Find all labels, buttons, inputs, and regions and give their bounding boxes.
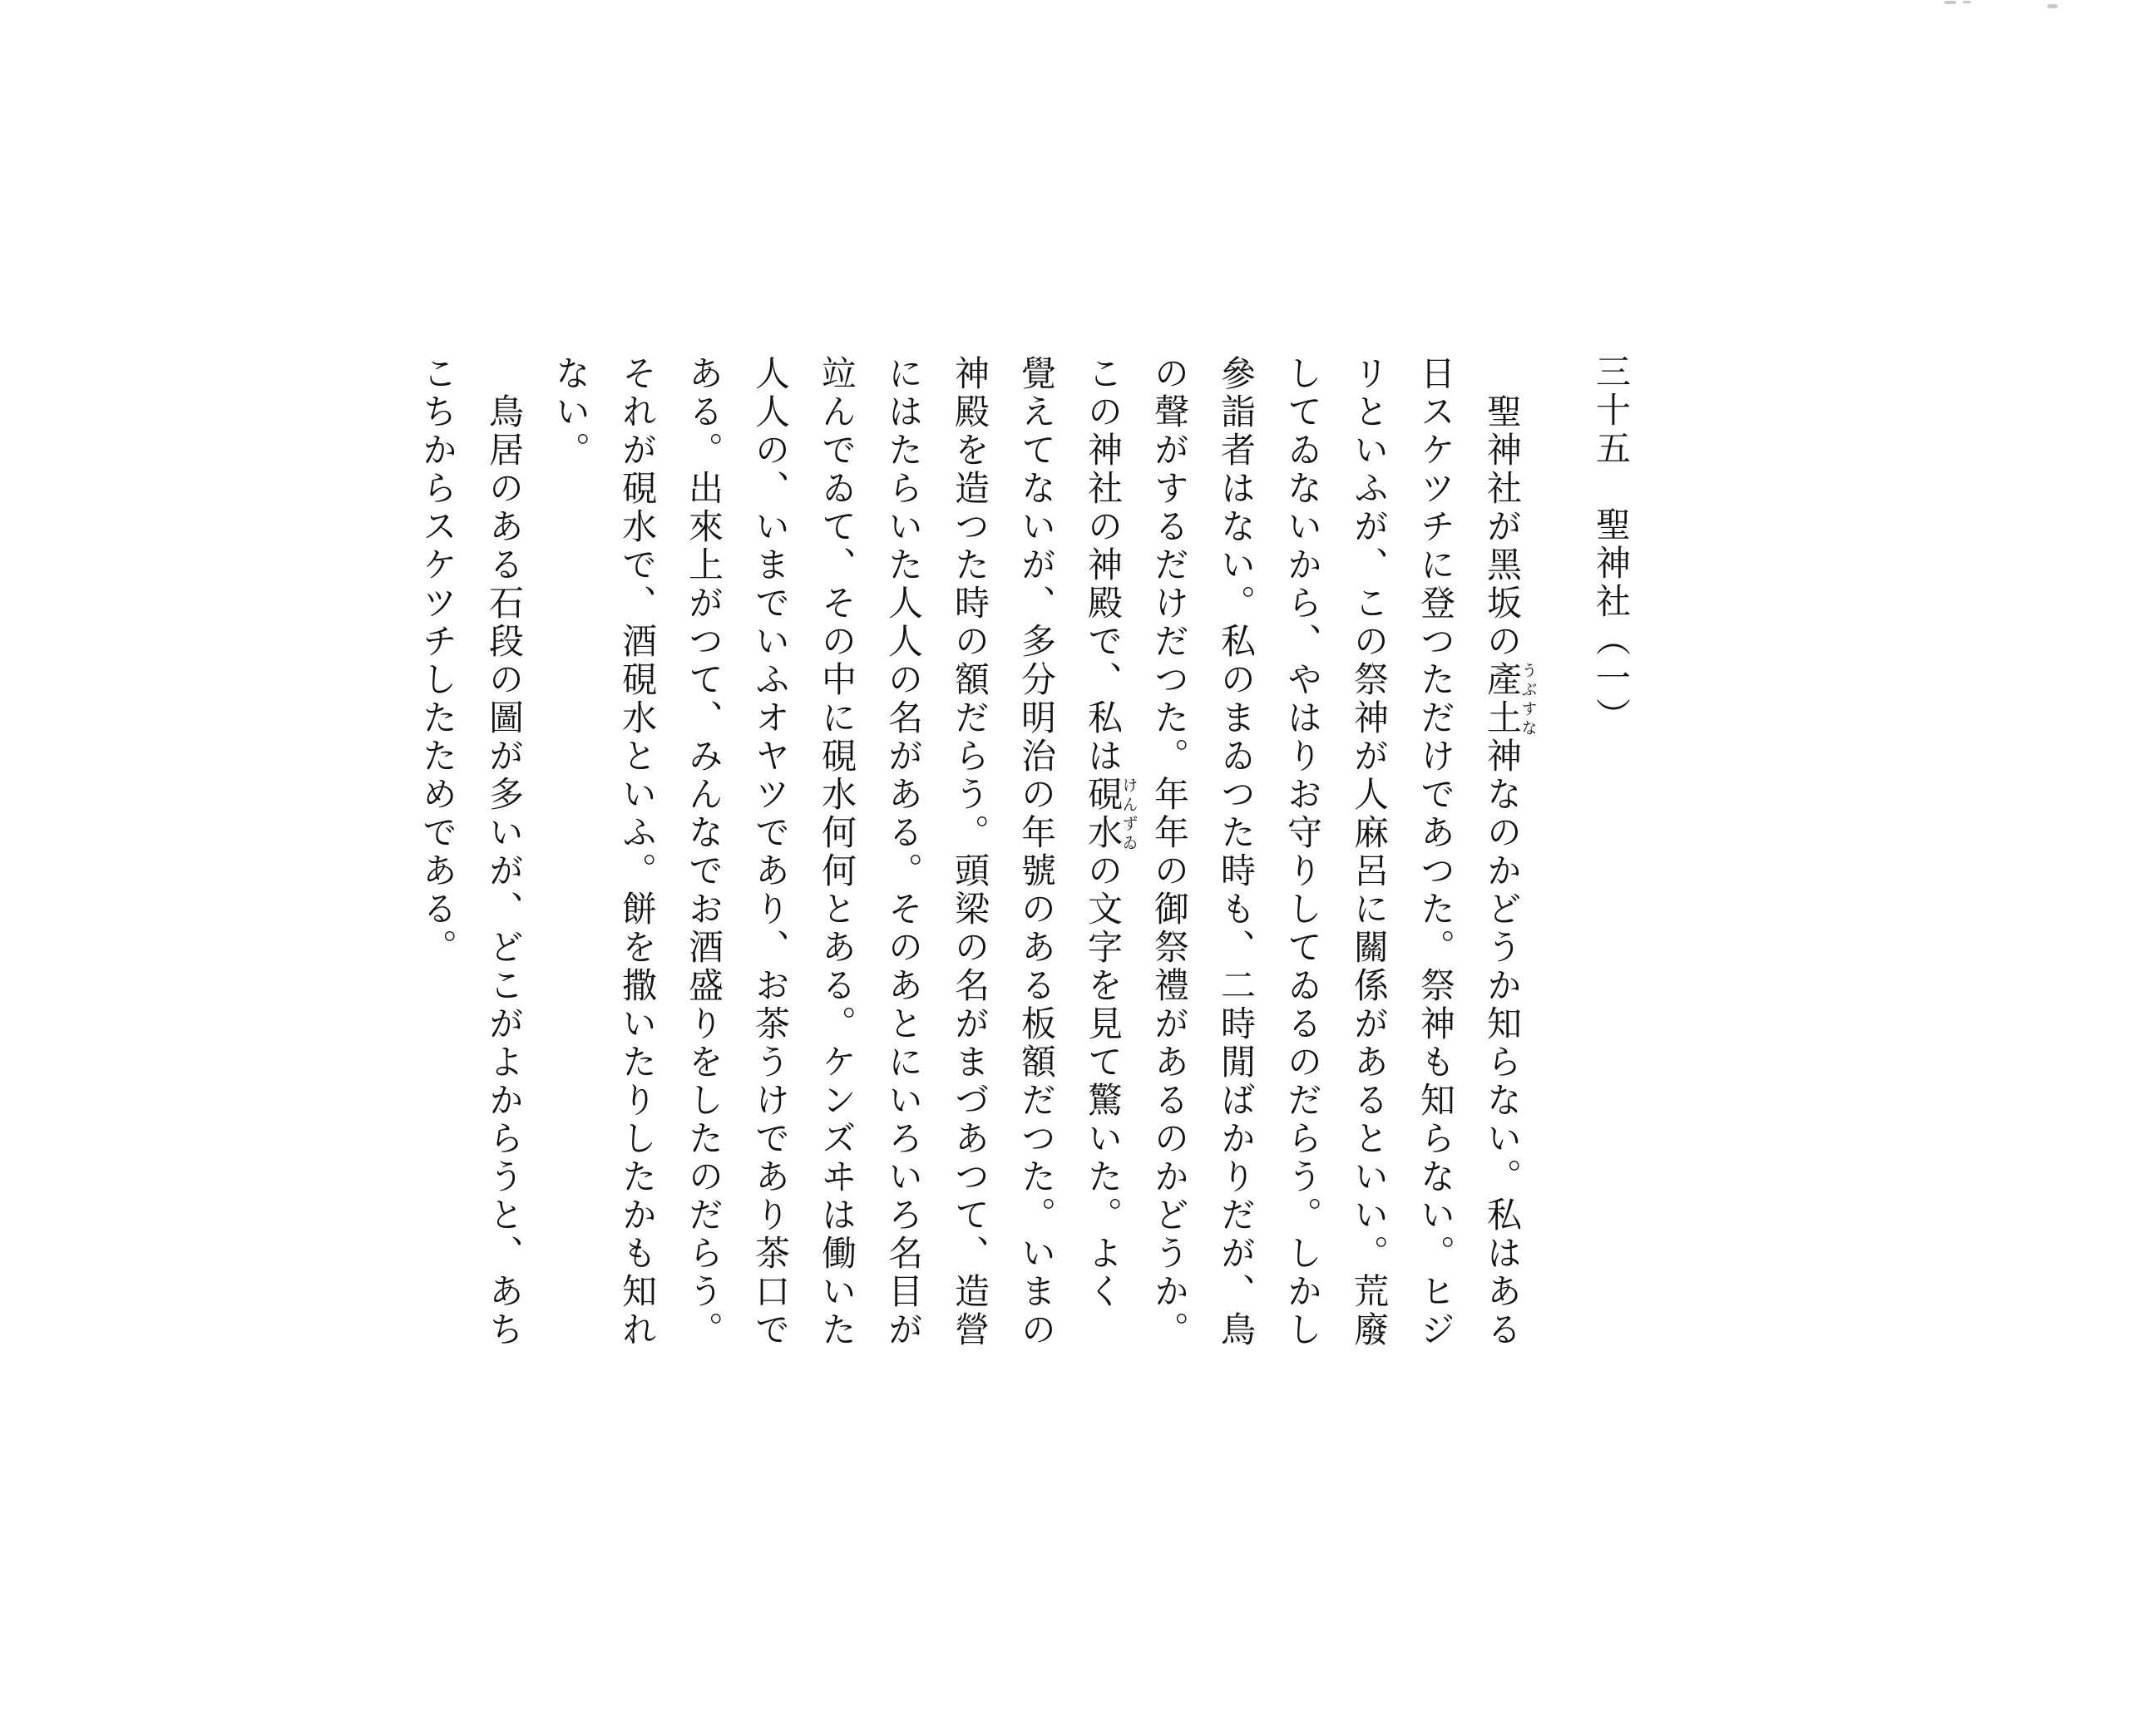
scan-artifact: [1963, 1, 1971, 3]
text-column-11: 竝んでゐて、その中に硯水何何とある。ケンズヰは働いた: [817, 355, 857, 1349]
chapter-title: 三十五 聖神社（一）: [1591, 353, 1632, 736]
text-column-9: 神殿を造つた時の額だらう。頭梁の名がまづあつて、造營: [950, 355, 990, 1349]
text-column-5: 參詣者はない。私のまゐつた時も、二時閒ばかりだが、鳥: [1216, 355, 1257, 1349]
text-column-2: 日スケツチに登つただけであつた。祭神も知らない。ヒジ: [1415, 355, 1456, 1349]
scan-artifact: [2047, 4, 2057, 8]
text-column-10: にはたらいた人人の名がある。そのあとにいろいろ名目が: [883, 355, 924, 1349]
text-column-8: 覺えてないが、多分明治の年號のある板額だつた。いまの: [1016, 355, 1057, 1349]
ruby-annotated-word: 硯水けんずゐ: [1083, 776, 1139, 852]
text-column-7: この神社の神殿で、私は硯水けんずゐの文字を見て驚いた。よく: [1083, 355, 1139, 1311]
text-column-3: リといふが、この祭神が人麻呂に關係があるといい。荒廢: [1349, 355, 1390, 1349]
text-column-16: 鳥居のある石段の圖が多いが、どこがよからうと、あち: [484, 355, 525, 1349]
text-column-17: こちからスケツチしたためである。: [417, 355, 458, 967]
text-column-15: ない。: [551, 355, 591, 470]
text-column-12: 人人の、いまでいふオヤツであり、お茶うけであり茶口で: [750, 355, 791, 1349]
text-column-6: の聲がするだけだつた。年年の御祭禮があるのかどうか。: [1149, 355, 1190, 1349]
text-column-13: ある。出來上がつて、みんなでお酒盛りをしたのだらう。: [684, 355, 724, 1349]
text-column-4: してゐないから、やはりお守りしてゐるのだらう。しかし: [1282, 355, 1323, 1349]
text-column-14: それが硯水で、酒硯水といふ。餅を撒いたりしたかも知れ: [617, 355, 658, 1349]
text-column-1: 聖神社が黑坂の產土うぶすな神なのかどうか知らない。私はある: [1482, 355, 1538, 1349]
scan-artifact: [1944, 1, 1956, 4]
ruby-annotated-word: 產土うぶすな: [1482, 661, 1538, 737]
